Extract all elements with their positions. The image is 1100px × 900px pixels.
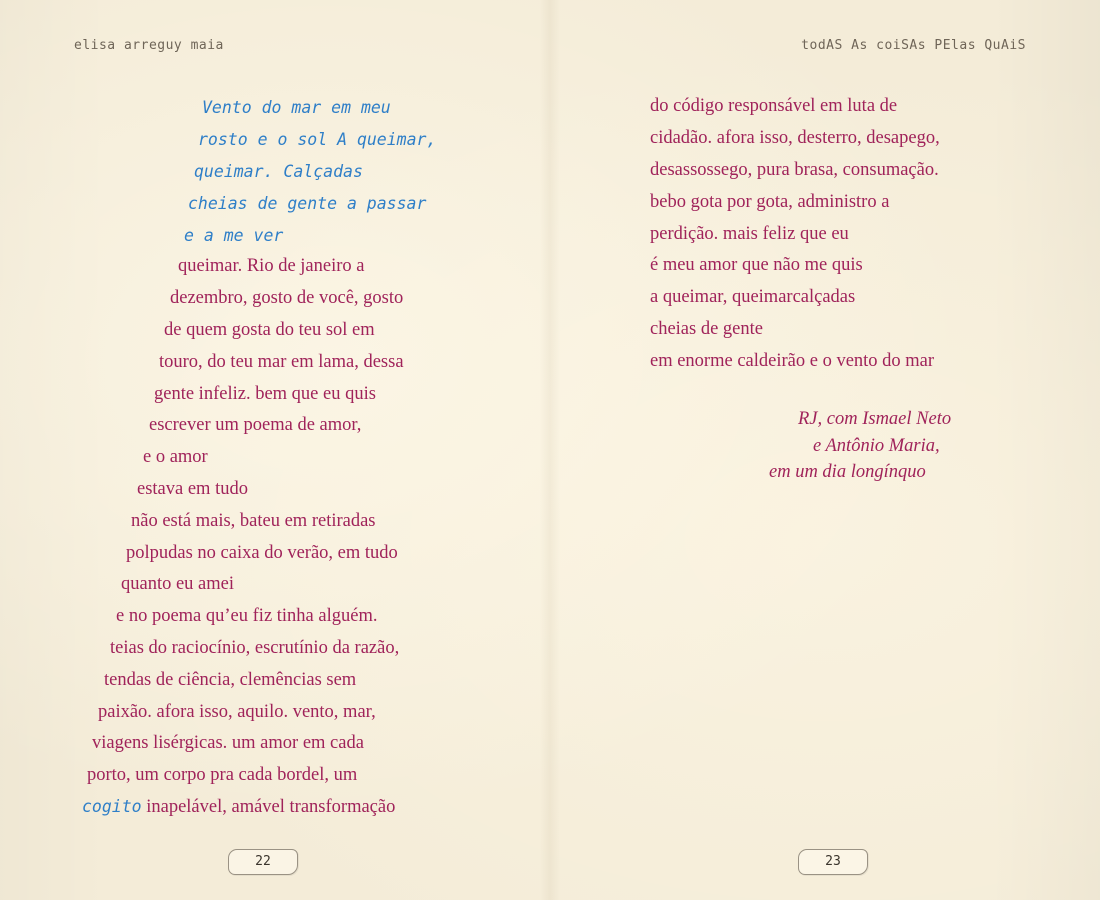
poem-line-last — [82, 797, 395, 818]
poem-line: escrever um poema de amor, — [149, 415, 362, 435]
poem-line: cheias de gente a passar — [188, 194, 427, 213]
poem-line: polpudas no caixa do verão, em tudo — [126, 543, 398, 563]
cogito-word: cogito — [82, 797, 142, 816]
poem-line: é meu amor que não me quis — [650, 255, 863, 275]
poem-line: perdição. mais feliz que eu — [650, 224, 849, 244]
poem-line: viagens lisérgicas. um amor em cada — [92, 733, 364, 753]
left-page-number: 22 — [228, 849, 298, 875]
dedication-line: em um dia longínquo — [769, 462, 926, 482]
poem-line: de quem gosta do teu sol em — [164, 320, 375, 340]
poem-line: dezembro, gosto de você, gosto — [170, 288, 404, 308]
right-page — [550, 0, 1100, 900]
poem-line: tendas de ciência, clemências sem — [104, 670, 357, 690]
poem-line: teias do raciocínio, escrutínio da razão, — [110, 638, 400, 658]
poem-line: e no poema qu’eu fiz tinha alguém. — [116, 606, 378, 626]
poem-line: e o amor — [143, 447, 208, 467]
poem-line: paixão. afora isso, aquilo. vento, mar, — [98, 702, 376, 722]
poem-line: e a me ver — [184, 226, 284, 245]
poem-line: do código responsável em luta de — [650, 96, 898, 116]
dedication-line: e Antônio Maria, — [813, 436, 940, 456]
poem-line: Vento do mar em meu — [202, 98, 391, 117]
dedication-line: RJ, com Ismael Neto — [798, 409, 952, 429]
poem-line: quanto eu amei — [121, 574, 235, 594]
poem-line: rosto e o sol A queimar, — [198, 130, 437, 149]
poem-line: bebo gota por gota, administro a — [650, 192, 890, 212]
right-page-number: 23 — [798, 849, 868, 875]
poem-line: a queimar, queimarcalçadas — [650, 287, 856, 307]
poem-line: gente infeliz. bem que eu quis — [154, 384, 376, 404]
poem-line: em enorme caldeirão e o vento do mar — [650, 351, 935, 371]
poem-line: cidadão. afora isso, desterro, desapego, — [650, 128, 940, 148]
left-running-head: elisa arreguy maia — [74, 38, 224, 53]
poem-line: cheias de gente — [650, 319, 763, 339]
poem-line: estava em tudo — [137, 479, 248, 499]
poem-line: queimar. Calçadas — [194, 162, 363, 181]
poem-line: não está mais, bateu em retiradas — [131, 511, 376, 531]
poem-line: desassossego, pura brasa, consumação. — [650, 160, 939, 180]
poem-line-rest: inapelável, amável transformação — [141, 797, 396, 817]
poem-line: queimar. Rio de janeiro a — [178, 256, 365, 276]
right-running-head: todAS As coiSAs PElas QuAiS — [801, 38, 1026, 53]
poem-line: porto, um corpo pra cada bordel, um — [87, 765, 358, 785]
poem-line: touro, do teu mar em lama, dessa — [159, 352, 404, 372]
